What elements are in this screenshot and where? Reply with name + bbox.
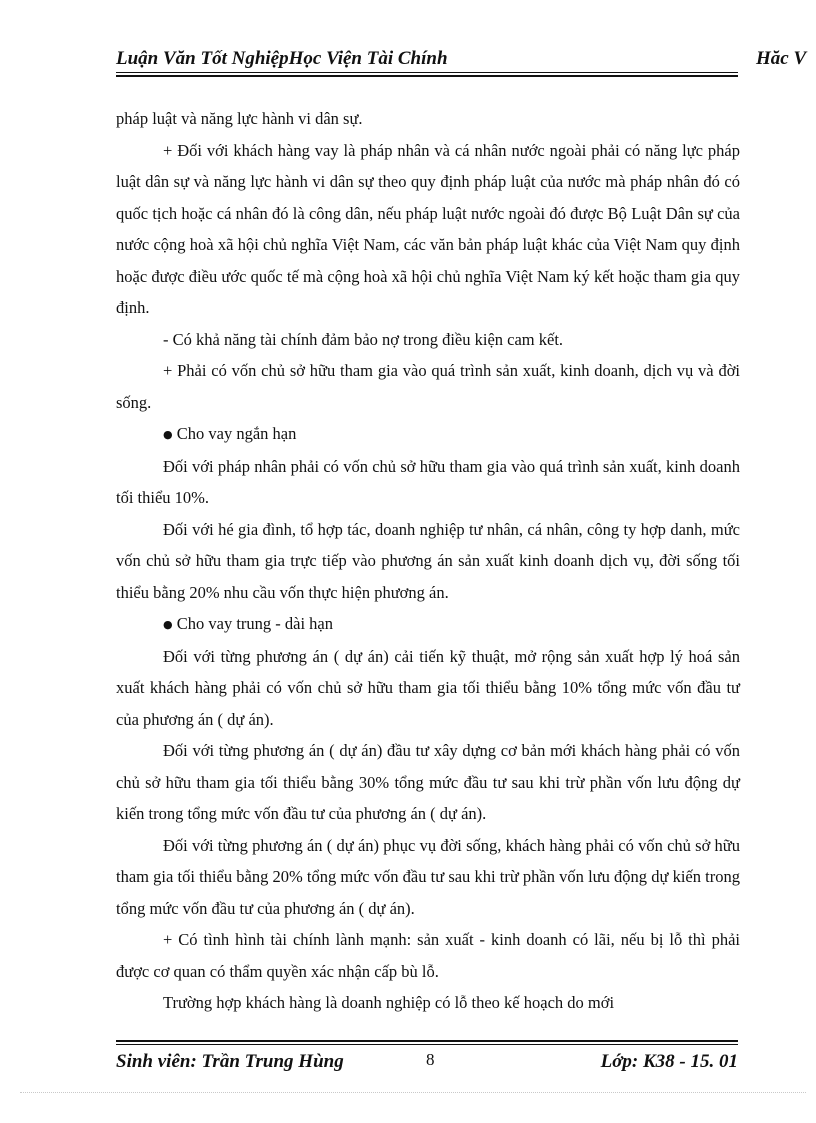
page-number: 8 xyxy=(426,1050,435,1069)
bullet-icon: ● xyxy=(163,618,173,631)
paragraph: Đối với từng phương án ( dự án) phục vụ đời sống, khách hàng phải có vốn chủ sở hữu tham gia tối thiểu bằng 20% tổng mức vốn đầu tư sau khi trừ phần vốn lưu động dự kiến trong tổng mức vốn đầu tư của phương án ( dự án). xyxy=(116,835,740,918)
footer-student: Sinh viên: Trần Trung Hùng xyxy=(116,1051,344,1072)
header-right-fragment: Hăc V xyxy=(756,48,807,69)
page-bottom-border xyxy=(20,1092,806,1093)
paragraph: Đối với từng phương án ( dự án) cải tiến kỹ thuật, mở rộng sản xuất hợp lý hoá sản xuất khách hàng phải có vốn chủ sở hữu tham gia tối thiểu bằng 10% tổng mức vốn đầu tư của phương án ( dự án). xyxy=(116,646,740,729)
paragraph: + Đối với khách hàng vay là pháp nhân và cá nhân nước ngoài phải có năng lực pháp luật dân sự và năng lực hành vi dân sự theo quy định pháp luật của nước mà pháp nhân đó có quốc tịch hoặc cá nhân đó là công dân, nếu pháp luật nước ngoài đó được Bộ Luật Dân sự của nước cộng hoà xã hội chủ nghĩa Việt Nam, các văn bản pháp luật khác của Việt Nam quy định hoặc được điều ước quốc tế mà cộng hoà xã hội chủ nghĩa Việt Nam ký kết hoặc tham gia quy định. xyxy=(116,140,740,317)
paragraph: - Có khả năng tài chính đảm bảo nợ trong điều kiện cam kết. xyxy=(163,329,564,349)
bullet-heading-text: Cho vay trung - dài hạn xyxy=(176,614,333,633)
footer-class: Lớp: K38 - 15. 01 xyxy=(600,1051,738,1072)
paragraph: pháp luật và năng lực hành vi dân sự. xyxy=(116,109,363,128)
paragraph: Đối với hé gia đình, tổ hợp tác, doanh nghiệp tư nhân, cá nhân, công ty hợp danh, mức vốn chủ sở hữu tham gia trực tiếp vào phương án sản xuất kinh doanh dịch vụ, đời sống tối thiểu bằng 20% nhu cầu vốn thực hiện phương án. xyxy=(116,519,740,602)
bullet-heading xyxy=(116,608,740,641)
paragraph: Đối với pháp nhân phải có vốn chủ sở hữu tham gia vào quá trình sản xuất, kinh doanh tối thiểu 10%. xyxy=(116,456,740,507)
header-rule-double xyxy=(116,75,738,77)
paragraph: + Có tình hình tài chính lành mạnh: sản xuất - kinh doanh có lãi, nếu bị lỗ thì phải được cơ quan có thẩm quyền xác nhận cấp bù lỗ. xyxy=(116,930,740,981)
bullet-heading xyxy=(116,418,740,451)
paragraph: Trường hợp khách hàng là doanh nghiệp có lỗ theo kế hoạch do mới xyxy=(163,993,615,1012)
paragraph: + Phải có vốn chủ sở hữu tham gia vào quá trình sản xuất, kinh doanh, dịch vụ và đời sống. xyxy=(116,361,740,412)
body-text xyxy=(116,103,740,1019)
bullet-heading-text: Cho vay ngắn hạn xyxy=(176,424,297,443)
bullet-icon: ● xyxy=(163,428,173,441)
footer-rule-double xyxy=(116,1040,738,1042)
footer-rule xyxy=(116,1044,738,1045)
header-title: Luận Văn Tốt NghiệpHọc Viện Tài Chính xyxy=(116,48,448,69)
paragraph: Đối với từng phương án ( dự án) đầu tư xây dựng cơ bản mới khách hàng phải có vốn chủ sở hữu tham gia tối thiểu bằng 30% tổng mức đầu tư sau khi trừ phần vốn lưu động dự kiến trong tổng mức vốn đầu tư của phương án ( dự án). xyxy=(116,741,740,823)
header-rule xyxy=(116,72,738,73)
